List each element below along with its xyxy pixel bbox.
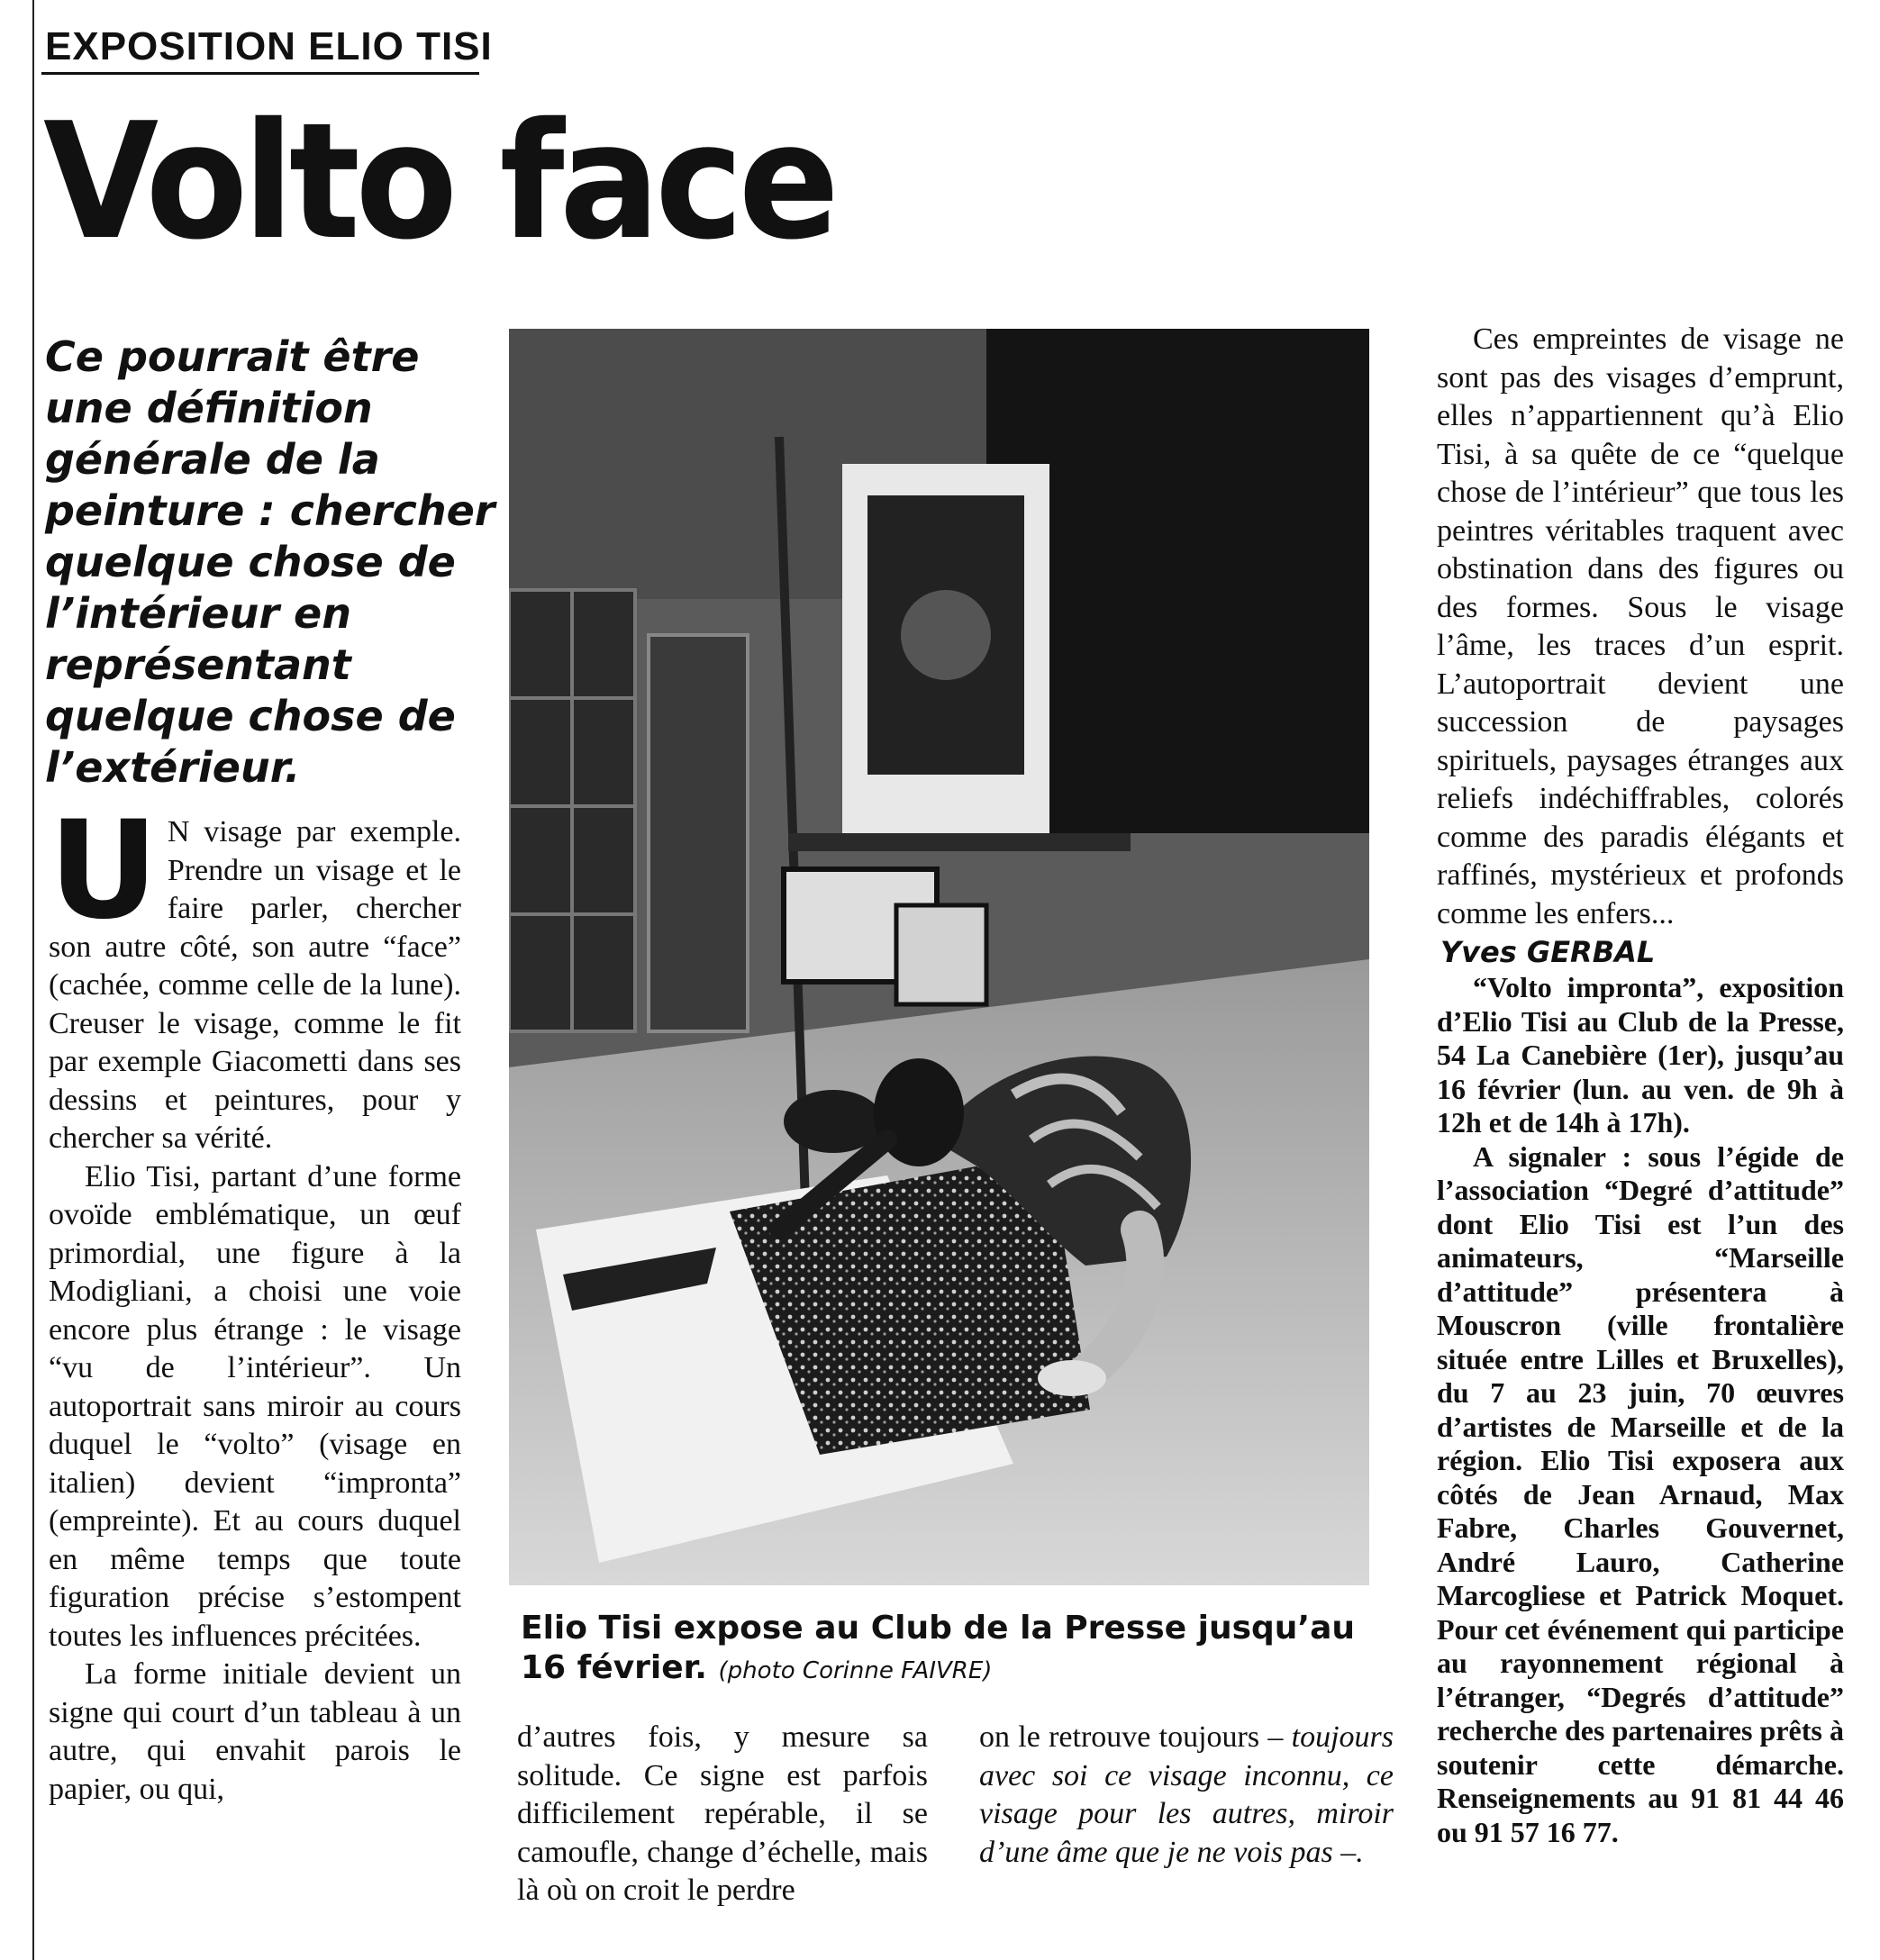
lead-line: générale de la [45, 435, 380, 484]
article-column-3 [979, 1719, 1394, 1872]
article-column-1 [49, 793, 461, 1809]
photo-caption [521, 1609, 1394, 1691]
body-text-italic: – toujours avec soi ce visage inconnu, ce visage pour les autres, miroir d’une âme que je ne vois pas –. [979, 1720, 1394, 1869]
body-paragraph: d’autres fois, y mesure sa solitude. Ce signe est parfois difficilement repérable, il se camoufle, change d’échelle, mais là où on croit le perdre [517, 1720, 928, 1907]
lead-line: une définition [45, 384, 373, 432]
body-paragraph: La forme initiale devient un signe qui court d’un tableau à un autre, qui envahit parois le papier, ou qui, [49, 1657, 461, 1806]
lead-paragraph [45, 331, 495, 794]
section-underline [41, 72, 479, 75]
body-text: N visage par exemple. Prendre un visage et le faire parler, chercher son autre côté, son autre “face” (cachée, comme celle de la lune). Creuser le visage, comme le fit par exemple Giacometti dans ses dessins et peintures, pour y chercher sa vérité. [49, 815, 461, 1155]
article-column-2 [517, 1719, 928, 1910]
photo-credit: (photo Corinne FAIVRE) [718, 1657, 993, 1684]
photo-artist-painting-on-floor [509, 329, 1369, 1585]
body-paragraph [49, 793, 461, 1158]
headline: Volto face [43, 88, 835, 275]
info-paragraph: A signaler : sous l’égide de l’association “Degré d’attitude” dont Elio Tisi est l’un des animateurs, “Marseille d’attitude” présentera à Mouscron (ville frontalière située entre Lilles et Bruxelles), du 7 au 23 juin, 70 œuvres d’artistes de Marseille et de la région. Elio Tisi exposera aux côtés de Jean Arnaud, Max Fabre, Charles Gouvernet, André Lauro, Catherine Marcogliese et Patrick Moquet. Pour cet événement qui participe au rayonnement régional à l’étranger, “Degrés d’attitude” recherche des partenaires prêts à soutenir cette démarche. Renseignements au 91 81 44 46 ou 91 57 16 77. [1437, 1139, 1844, 1848]
article-photo [509, 329, 1369, 1585]
body-paragraph: Ces empreintes de visage ne sont pas des visages d’emprunt, elles n’appartiennent qu’à Elio Tisi, à sa quête de ce “quelque chose de l’intérieur” que tous les peintres véritables traquent avec obstination dans des figures ou des formes. Sous le visage l’âme, les traces d’un esprit. L’autoportrait devient une succession de paysages spirituels, paysages étranges aux reliefs indéchiffrables, colorés comme des paradis élégants et raffinés, mystérieux et profonds comme les enfers... [1437, 322, 1844, 930]
info-paragraph: “Volto impronta”, exposition d’Elio Tisi au Club de la Presse, 54 La Canebière (1er), jusqu’au 16 février (lun. au ven. de 9h à 12h et de 14h à 17h). [1437, 971, 1844, 1139]
caption-text: Elio Tisi expose au Club de la Presse jusqu’au 16 février. [521, 1610, 1356, 1686]
lead-line: l’intérieur en [45, 589, 351, 638]
lead-line: quelque chose de [45, 538, 456, 586]
author-byline: Yves GERBAL [1440, 935, 1656, 969]
lead-line: représentant [45, 640, 351, 689]
body-paragraph [979, 1719, 1394, 1872]
body-text: on le retrouve toujours [979, 1720, 1260, 1754]
page-edge-rule [32, 0, 34, 1960]
section-label: EXPOSITION ELIO TISI [45, 24, 493, 68]
article-column-4 [1437, 321, 1844, 1849]
lead-line: peinture : chercher [45, 486, 495, 535]
drop-cap: U [49, 793, 159, 949]
lead-line: quelque chose de [45, 692, 456, 740]
lead-line: l’extérieur. [45, 743, 301, 792]
body-paragraph: Elio Tisi, partant d’une forme ovoïde emblématique, un œuf primordial, une figure à la Modigliani, a choisi une voie encore plus étrange : le visage “vu de l’intérieur”. Un autoportrait sans miroir au cours duquel le “volto” (visage en italien) devient “impronta” (empreinte). Et au cours duquel en même temps que toute figuration précise s’estompent toutes les influences précitées. [49, 1159, 461, 1653]
lead-line: Ce pourrait être [45, 332, 420, 381]
